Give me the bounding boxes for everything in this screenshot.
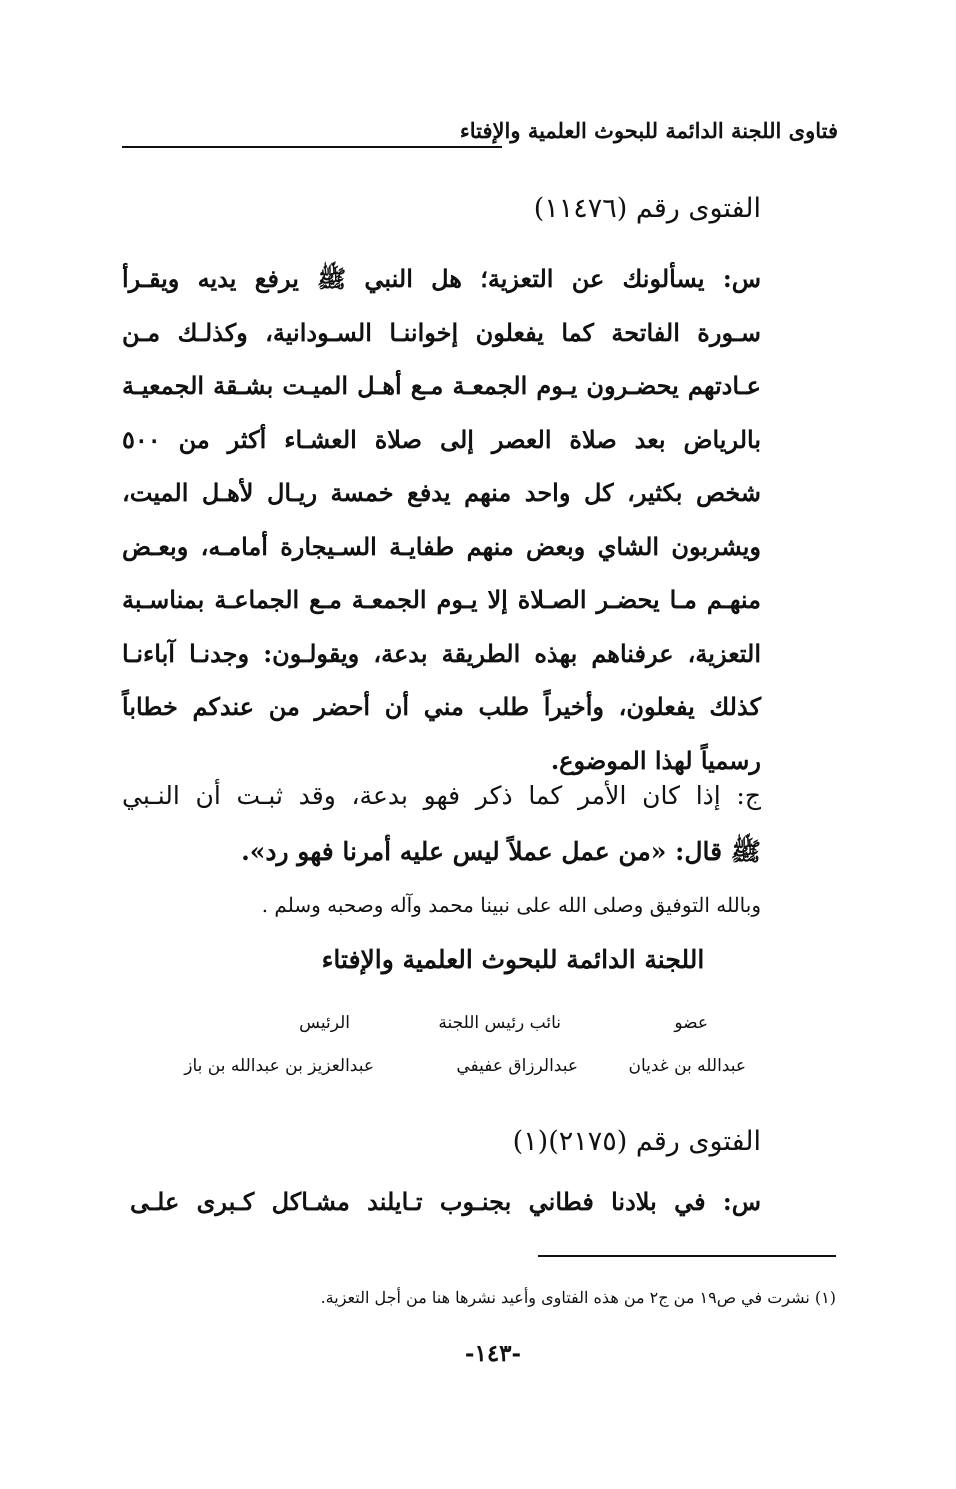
signatory-role: عضو — [674, 1013, 708, 1033]
running-title: فتاوى اللجنة الدائمة للبحوث العلمية والإفتاء — [459, 118, 838, 143]
question-line: بالرياض بعد صلاة العصر إلى صلاة العشـاء أكثر من ٥٠٠ — [122, 424, 761, 454]
page-number: -١٤٣- — [464, 1340, 522, 1367]
footnote: (١) نشرت في ص١٩ من ج٢ من هذه الفتاوى وأعيد نشرها هنا من أجل التعزية. — [320, 1288, 836, 1307]
question-line: التعزية، عرفناهم بهذه الطريقة بدعة، ويقولـون: وجدنـا آباءنـا — [122, 638, 761, 668]
committee-title: اللجنة الدائمة للبحوث العلمية والإفتاء — [321, 945, 705, 974]
question-line: رسمياً لهذا الموضوع. — [550, 745, 761, 775]
question-line: سـورة الفاتحة كما يفعلون إخواننـا السـودانية، وكذلـك مـن — [122, 317, 761, 347]
fatwa-number-heading — [122, 1126, 761, 1157]
signatory-name: عبدالرزاق عفيفي — [456, 1056, 578, 1076]
signatory-name: عبدالعزيز بن عبدالله بن باز — [184, 1056, 374, 1076]
closing-formula: وبالله التوفيق وصلى الله على نبينا محمد وآله وصحبه وسلم . — [261, 893, 761, 917]
question-line: س: في بلادنا فطاني بجنـوب تـايلند مشـاكل كـبرى علـى — [130, 1187, 761, 1216]
question-paragraph — [122, 252, 761, 787]
answer-paragraph — [122, 768, 761, 880]
question-line: كذلك يفعلون، وأخيراً طلب مني أن أحضر من عندكم خطاباً — [122, 692, 761, 721]
signatory-name: عبدالله بن غديان — [628, 1056, 746, 1076]
signatory-role: نائب رئيس اللجنة — [438, 1013, 561, 1033]
question-line: س: يسألونك عن التعزية؛ هل النبي ﷺ يرفع يديه ويقـرأ — [122, 264, 761, 293]
question-line: عـادتهم يحضـرون يـوم الجمعـة مـع أهـل الميـت بشـقة الجمعيـة — [122, 371, 761, 400]
header-rule — [122, 146, 502, 148]
fatwa-number-heading — [122, 193, 761, 224]
fatwa-number: الفتوى رقم (٢١٧٥)(١) — [512, 1126, 761, 1157]
fatwa-number: الفتوى رقم (١١٤٧٦) — [533, 193, 761, 224]
answer-line: ﷺ قال: «من عمل عملاً ليس عليه أمرنا فهو رد». — [241, 837, 761, 866]
running-header — [122, 118, 838, 158]
question-line: منهـم مـا يحضـر الصـلاة إلا يـوم الجمعـة مـع الجماعـة بمناسـبة — [122, 585, 761, 614]
question-line: ويشربون الشاي وبعض منهم طفايـة السـيجارة أمامـه، وبعـض — [122, 531, 761, 561]
answer-line: ج: إذا كان الأمر كما ذكر فهو بدعة، وقد ثبـت أن النـبي — [122, 781, 761, 810]
question-line: شخص بكثير، كل واحد منهم يدفع خمسة ريـال لأهـل الميت، — [122, 478, 761, 507]
footnote-rule — [538, 1255, 836, 1257]
signatory-role: الرئيس — [299, 1013, 350, 1033]
